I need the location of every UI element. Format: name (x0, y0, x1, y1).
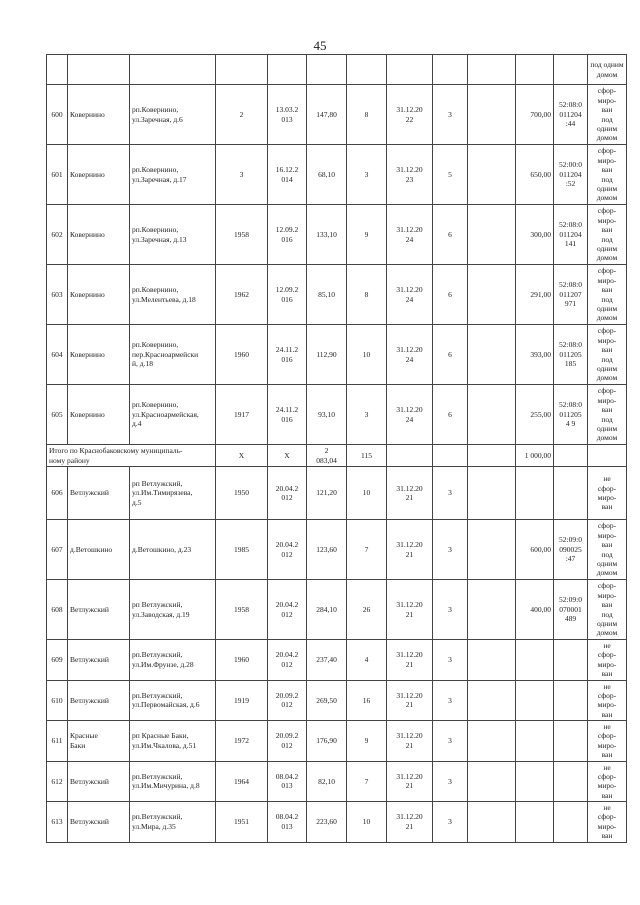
total-label-cell: Итого по Краснобаковскому муниципаль- ному району (47, 445, 216, 467)
recognition-date-cell: 20.04.2 012 (268, 580, 307, 640)
stage-cell: 3 (433, 721, 468, 762)
empty-cell (468, 265, 516, 325)
cadastre-cell: 52:00:0 011204 :52 (554, 145, 588, 205)
cadastre-cell (554, 640, 588, 681)
cost-cell (516, 802, 554, 843)
build-year-cell: 1960 (216, 325, 268, 385)
address-cell: рп.Ветлужский, ул.Им.Мичурина, д.8 (130, 761, 216, 802)
row-number-cell: 600 (47, 85, 68, 145)
cost-cell: 600,00 (516, 520, 554, 580)
cadastre-cell (554, 761, 588, 802)
residents-cell: 10 (347, 467, 387, 520)
cadastre-cell (554, 802, 588, 843)
address-cell: рп.Ветлужский, ул.Первомайская, д.6 (130, 680, 216, 721)
address-cell: рп.Ковернино, ул.Заречная, д.13 (130, 205, 216, 265)
stage-cell: 6 (433, 385, 468, 445)
table-row (47, 580, 627, 640)
recognition-date-cell: 08.04.2 013 (268, 761, 307, 802)
deadline-cell: 31.12.20 24 (387, 265, 433, 325)
cost-cell: 400,00 (516, 580, 554, 640)
row-number-cell: 605 (47, 385, 68, 445)
recognition-date-cell: 20.04.2 012 (268, 520, 307, 580)
residents-cell: 7 (347, 761, 387, 802)
stage-cell: 3 (433, 680, 468, 721)
recognition-date-cell: 20.09.2 012 (268, 721, 307, 762)
settlement-cell: Ковернино (68, 85, 130, 145)
recognition-date-cell: 12.09.2 016 (268, 265, 307, 325)
residents-cell: 3 (347, 145, 387, 205)
recognition-date-cell: 24.11.2 016 (268, 325, 307, 385)
table-row (47, 385, 627, 445)
cost-cell (516, 640, 554, 681)
recognition-date-cell: 20.09.2 012 (268, 680, 307, 721)
recognition-date-cell: 12.09.2 016 (268, 205, 307, 265)
row-number-cell: 609 (47, 640, 68, 681)
deadline-cell: 31.12.20 21 (387, 640, 433, 681)
deadline-cell: 31.12.20 22 (387, 85, 433, 145)
deadline-cell: 31.12.20 24 (387, 385, 433, 445)
empty-cell (468, 761, 516, 802)
deadline-cell: 31.12.20 24 (387, 205, 433, 265)
area-cell: 85,10 (307, 265, 347, 325)
table-row (47, 145, 627, 205)
build-year-cell: 1958 (216, 580, 268, 640)
table-row-fragment (47, 55, 627, 85)
address-cell: рп.Ковернино, ул.Красноармейская, д.4 (130, 385, 216, 445)
note-cell: сфор- миро- ван под одним домом (588, 520, 627, 580)
area-cell: 147,80 (307, 85, 347, 145)
deadline-cell: 31.12.20 21 (387, 467, 433, 520)
stage-cell: 6 (433, 205, 468, 265)
note-cell: сфор- миро- ван под одним домом (588, 145, 627, 205)
row-number-cell: 610 (47, 680, 68, 721)
empty-cell (468, 145, 516, 205)
cost-cell: 300,00 (516, 205, 554, 265)
cadastre-cell (554, 721, 588, 762)
address-cell: рп.Ветлужский, ул.Им.Фрунзе, д.28 (130, 640, 216, 681)
deadline-cell: 31.12.20 24 (387, 325, 433, 385)
table-row (47, 325, 627, 385)
cost-cell: 700,00 (516, 85, 554, 145)
empty-cell (468, 385, 516, 445)
recognition-date-cell: 08.04.2 013 (268, 802, 307, 843)
stage-cell: 3 (433, 520, 468, 580)
build-year-cell: 1964 (216, 761, 268, 802)
row-number-cell: 602 (47, 205, 68, 265)
table-row (47, 761, 627, 802)
cadastre-cell (554, 680, 588, 721)
address-cell: рп.Ковернино, ул.Заречная, д.6 (130, 85, 216, 145)
table-row (47, 265, 627, 325)
row-number-cell: 604 (47, 325, 68, 385)
address-cell: рп.Ветлужский, ул.Мира, д.35 (130, 802, 216, 843)
residents-cell: 9 (347, 721, 387, 762)
address-cell: рп Ветлужский, ул.Им.Тимирязева, д.5 (130, 467, 216, 520)
note-cell: под одним домом (588, 55, 627, 85)
settlement-cell: Ковернино (68, 265, 130, 325)
residents-cell: 9 (347, 205, 387, 265)
stage-cell: 6 (433, 265, 468, 325)
build-year-cell: 1951 (216, 802, 268, 843)
residents-cell: 10 (347, 802, 387, 843)
table-row (47, 721, 627, 762)
deadline-cell: 31.12.20 23 (387, 145, 433, 205)
total-row (47, 445, 627, 467)
settlement-cell: Ветлужский (68, 680, 130, 721)
row-number-cell: 613 (47, 802, 68, 843)
deadline-cell: 31.12.20 21 (387, 580, 433, 640)
cost-cell (516, 467, 554, 520)
housing-register-table (46, 54, 627, 843)
deadline-cell: 31.12.20 21 (387, 761, 433, 802)
empty-cell (468, 205, 516, 265)
area-cell: 237,40 (307, 640, 347, 681)
address-cell: рп Красные Баки, ул.Им.Чкалова, д.51 (130, 721, 216, 762)
cost-cell (516, 761, 554, 802)
build-year-cell: 2 (216, 85, 268, 145)
deadline-cell: 31.12.20 21 (387, 721, 433, 762)
build-year-cell: 1917 (216, 385, 268, 445)
area-cell: 133,10 (307, 205, 347, 265)
cost-cell (516, 680, 554, 721)
table-row (47, 802, 627, 843)
settlement-cell: Ковернино (68, 385, 130, 445)
settlement-cell: Ковернино (68, 325, 130, 385)
recognition-date-cell: 20.04.2 012 (268, 640, 307, 681)
recognition-date-cell: 13.03.2 013 (268, 85, 307, 145)
empty-cell (468, 467, 516, 520)
residents-cell: 7 (347, 520, 387, 580)
table-row (47, 640, 627, 681)
address-cell: д.Ветошкино, д.23 (130, 520, 216, 580)
note-cell: сфор- миро- ван под одним домом (588, 325, 627, 385)
table-row (47, 680, 627, 721)
cadastre-cell: 52:08:0 011205 185 (554, 325, 588, 385)
residents-cell: 26 (347, 580, 387, 640)
address-cell: рп.Ковернино, ул.Заречная, д.17 (130, 145, 216, 205)
stage-cell: 3 (433, 85, 468, 145)
build-year-cell: 3 (216, 145, 268, 205)
cadastre-cell: 52:08:0 011204 141 (554, 205, 588, 265)
address-cell: рп.Ковернино, пер.Красноармейски й, д.18 (130, 325, 216, 385)
table-row (47, 205, 627, 265)
table-row (47, 520, 627, 580)
residents-cell: 8 (347, 85, 387, 145)
settlement-cell: Ветлужский (68, 761, 130, 802)
cadastre-cell (554, 467, 588, 520)
stage-cell: 6 (433, 325, 468, 385)
empty-cell (468, 680, 516, 721)
settlement-cell: Красные Баки (68, 721, 130, 762)
row-number-cell: 603 (47, 265, 68, 325)
settlement-cell: Ковернино (68, 205, 130, 265)
note-cell: сфор- миро- ван под одним домом (588, 580, 627, 640)
table-row (47, 85, 627, 145)
area-cell: 121,20 (307, 467, 347, 520)
build-year-cell: 1972 (216, 721, 268, 762)
settlement-cell: Ветлужский (68, 580, 130, 640)
build-year-cell: 1960 (216, 640, 268, 681)
empty-cell (433, 445, 468, 467)
cost-cell: 255,00 (516, 385, 554, 445)
deadline-cell: 31.12.20 21 (387, 680, 433, 721)
note-cell: сфор- миро- ван под одним домом (588, 265, 627, 325)
note-cell: не сфор- миро- ван (588, 761, 627, 802)
row-number-cell: 606 (47, 467, 68, 520)
total-cost-cell: 1 000,00 (516, 445, 554, 467)
area-cell: 223,60 (307, 802, 347, 843)
stage-cell: 3 (433, 761, 468, 802)
residents-cell: 4 (347, 640, 387, 681)
cost-cell: 291,00 (516, 265, 554, 325)
cadastre-cell: 52:08:0 011207 971 (554, 265, 588, 325)
cadastre-cell: 52:08:0 011205 4 9 (554, 385, 588, 445)
residents-cell: 10 (347, 325, 387, 385)
build-year-cell: 1962 (216, 265, 268, 325)
empty-cell (468, 802, 516, 843)
note-cell: сфор- миро- ван под одним домом (588, 205, 627, 265)
note-cell: не сфор- миро- ван (588, 467, 627, 520)
row-number-cell: 601 (47, 145, 68, 205)
residents-cell: 16 (347, 680, 387, 721)
row-number-cell: 612 (47, 761, 68, 802)
row-number-cell: 608 (47, 580, 68, 640)
area-cell: 284,10 (307, 580, 347, 640)
build-year-cell: 1985 (216, 520, 268, 580)
empty-cell (468, 325, 516, 385)
empty-cell (387, 445, 433, 467)
area-cell: 269,50 (307, 680, 347, 721)
deadline-cell: 31.12.20 21 (387, 520, 433, 580)
residents-cell: 3 (347, 385, 387, 445)
note-cell: не сфор- миро- ван (588, 802, 627, 843)
cost-cell (516, 721, 554, 762)
build-year-cell: 1950 (216, 467, 268, 520)
empty-cell (468, 445, 516, 467)
table-row (47, 467, 627, 520)
row-number-cell: 611 (47, 721, 68, 762)
total-area-cell: 2 083,04 (307, 445, 347, 467)
stage-cell: 3 (433, 467, 468, 520)
empty-cell (468, 85, 516, 145)
total-x-cell: X (268, 445, 307, 467)
settlement-cell: Ветлужский (68, 640, 130, 681)
total-x-cell: X (216, 445, 268, 467)
stage-cell: 3 (433, 640, 468, 681)
empty-cell (554, 445, 588, 467)
recognition-date-cell: 20.04.2 012 (268, 467, 307, 520)
address-cell: рп.Ковернино, ул.Мелентьева, д.18 (130, 265, 216, 325)
area-cell: 112,90 (307, 325, 347, 385)
row-number-cell: 607 (47, 520, 68, 580)
area-cell: 68,10 (307, 145, 347, 205)
empty-cell (588, 445, 627, 467)
settlement-cell: Ветлужский (68, 802, 130, 843)
area-cell: 123,60 (307, 520, 347, 580)
cost-cell: 393,00 (516, 325, 554, 385)
empty-cell (468, 520, 516, 580)
table-body (47, 55, 627, 843)
deadline-cell: 31.12.20 21 (387, 802, 433, 843)
stage-cell: 3 (433, 802, 468, 843)
note-cell: не сфор- миро- ван (588, 680, 627, 721)
note-cell: сфор- миро- ван под одним домом (588, 385, 627, 445)
note-cell: сфор- миро- ван под одним домом (588, 85, 627, 145)
empty-cell (468, 580, 516, 640)
stage-cell: 5 (433, 145, 468, 205)
build-year-cell: 1919 (216, 680, 268, 721)
residents-cell: 8 (347, 265, 387, 325)
note-cell: не сфор- миро- ван (588, 721, 627, 762)
settlement-cell: Ветлужский (68, 467, 130, 520)
settlement-cell: Ковернино (68, 145, 130, 205)
build-year-cell: 1958 (216, 205, 268, 265)
stage-cell: 3 (433, 580, 468, 640)
cadastre-cell: 52:09:0 090025 :47 (554, 520, 588, 580)
cadastre-cell: 52:08:0 011204 :44 (554, 85, 588, 145)
recognition-date-cell: 24.11.2 016 (268, 385, 307, 445)
recognition-date-cell: 16.12.2 014 (268, 145, 307, 205)
note-cell: не сфор- миро- ван (588, 640, 627, 681)
empty-cell (468, 640, 516, 681)
page-number: 45 (313, 38, 327, 53)
area-cell: 82,10 (307, 761, 347, 802)
cost-cell: 650,00 (516, 145, 554, 205)
total-residents-cell: 115 (347, 445, 387, 467)
cadastre-cell: 52:09:0 070001 489 (554, 580, 588, 640)
area-cell: 176,90 (307, 721, 347, 762)
empty-cell (468, 721, 516, 762)
address-cell: рп Ветлужский, ул.Заводская, д.19 (130, 580, 216, 640)
settlement-cell: д.Ветошкино (68, 520, 130, 580)
area-cell: 93,10 (307, 385, 347, 445)
